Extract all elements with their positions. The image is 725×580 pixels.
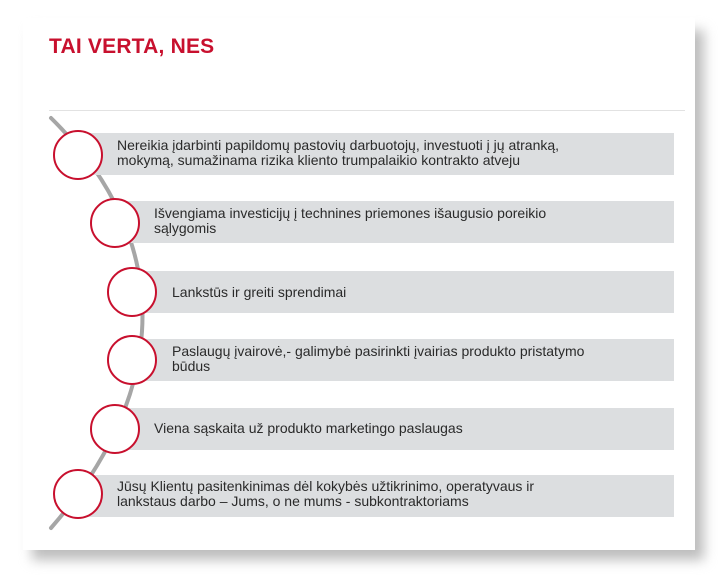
benefit-text-6-line-1: Jūsų Klientų pasitenkinimas dėl kokybės užtikrinimo, operatyvaus ir — [117, 478, 535, 494]
benefit-text-4 — [172, 344, 584, 374]
benefit-text-1-line-1: Nereikia įdarbinti papildomų pastovių darbuotojų, investuoti į jų atranką, — [117, 137, 560, 153]
benefit-marker-6 — [53, 469, 103, 519]
slide — [23, 18, 695, 550]
benefit-marker-1 — [53, 130, 103, 180]
slide-title: TAI VERTA, NES — [49, 35, 215, 58]
benefit-marker-3 — [107, 267, 157, 317]
benefit-text-6 — [117, 479, 534, 509]
benefit-text-4-line-1: Paslaugų įvairovė,- galimybė pasirinkti įvairias produkto pristatymo — [172, 343, 585, 359]
timeline-connector — [51, 118, 143, 528]
benefit-text-5 — [154, 421, 463, 436]
benefit-text-6-line-2: lankstaus darbo – Jums, o ne mums - subkontraktoriams — [117, 493, 469, 509]
benefit-marker-4 — [107, 335, 157, 385]
benefit-text-5-line-1: Viena sąskaita už produkto marketingo paslaugas — [154, 420, 463, 436]
benefit-text-4-line-2: būdus — [172, 358, 211, 374]
benefit-text-1 — [117, 138, 559, 168]
benefit-text-2-line-2: sąlygomis — [154, 220, 217, 236]
benefit-text-2-line-1: Išvengiama investicijų į technines priemones išaugusio poreikio — [154, 205, 547, 221]
benefit-marker-2 — [90, 198, 140, 248]
benefit-text-1-line-2: mokymą, sumažinama rizika kliento trumpalaikio kontrakto atveju — [117, 152, 521, 168]
benefit-text-2 — [154, 206, 546, 236]
benefit-marker-5 — [90, 404, 140, 454]
benefit-text-3 — [172, 285, 346, 300]
benefit-text-3-line-1: Lankstūs ir greiti sprendimai — [172, 284, 347, 300]
